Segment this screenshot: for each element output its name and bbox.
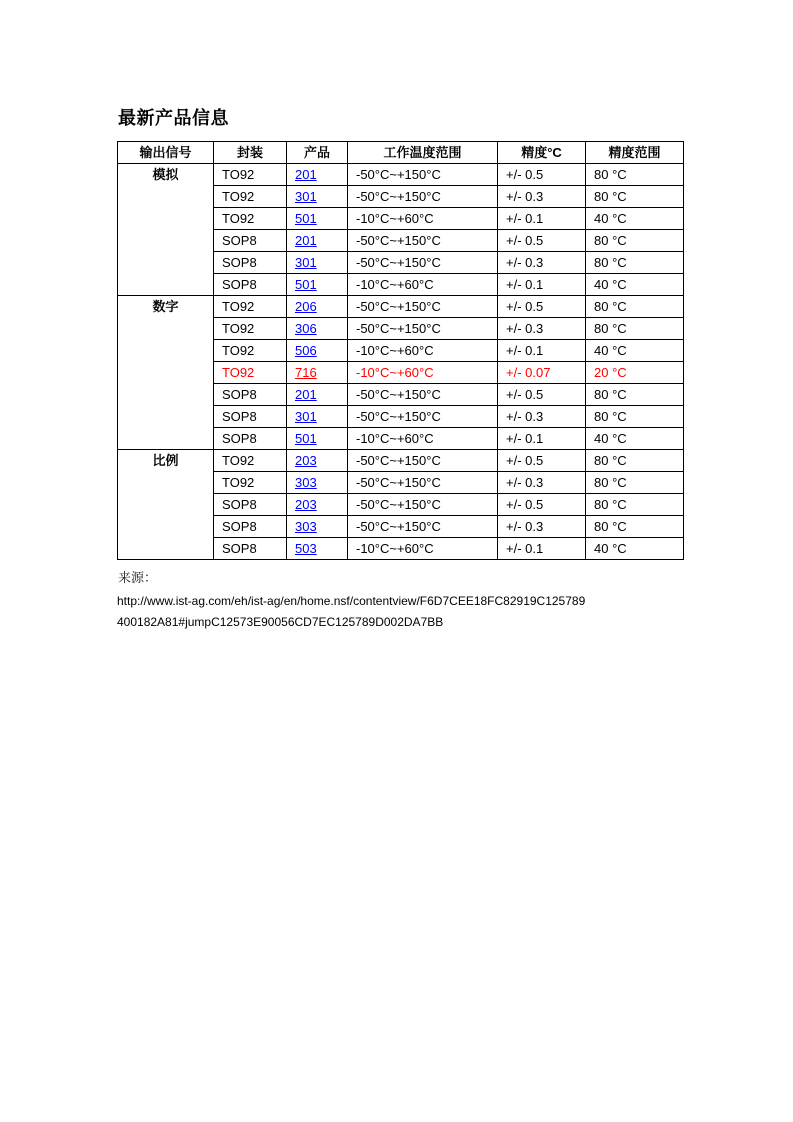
col-header-product: 产品 [287, 142, 348, 164]
package-cell: TO92 [214, 208, 287, 230]
accuracy-cell: +/- 0.1 [498, 274, 586, 296]
source-url-line1: http://www.ist-ag.com/eh/ist-ag/en/home.nsf/contentview/F6D7CEE18FC82919C125789 [117, 594, 586, 608]
product-cell [287, 296, 348, 318]
accuracy-range-cell: 40 °C [586, 274, 684, 296]
temp-range-cell: -50°C~+150°C [348, 472, 498, 494]
accuracy-cell: +/- 0.07 [498, 362, 586, 384]
temp-range-cell: -50°C~+150°C [348, 494, 498, 516]
product-cell [287, 318, 348, 340]
product-cell [287, 406, 348, 428]
accuracy-range-cell: 80 °C [586, 252, 684, 274]
package-cell: SOP8 [214, 538, 287, 560]
col-header-output-signal: 输出信号 [118, 142, 214, 164]
product-link[interactable]: 206 [295, 299, 317, 314]
temp-range-cell: -50°C~+150°C [348, 164, 498, 186]
product-cell [287, 538, 348, 560]
accuracy-range-cell: 80 °C [586, 230, 684, 252]
accuracy-cell: +/- 0.5 [498, 230, 586, 252]
package-cell: SOP8 [214, 494, 287, 516]
accuracy-range-cell: 80 °C [586, 318, 684, 340]
product-cell [287, 472, 348, 494]
accuracy-cell: +/- 0.1 [498, 340, 586, 362]
accuracy-range-cell: 80 °C [586, 472, 684, 494]
temp-range-cell: -10°C~+60°C [348, 340, 498, 362]
product-cell [287, 274, 348, 296]
product-link[interactable]: 301 [295, 255, 317, 270]
temp-range-cell: -10°C~+60°C [348, 538, 498, 560]
accuracy-range-cell: 80 °C [586, 164, 684, 186]
product-cell [287, 450, 348, 472]
accuracy-cell: +/- 0.3 [498, 318, 586, 340]
col-header-accuracy: 精度°C [498, 142, 586, 164]
product-link[interactable]: 506 [295, 343, 317, 358]
accuracy-cell: +/- 0.5 [498, 296, 586, 318]
page-title: 最新产品信息 [118, 108, 229, 128]
product-cell [287, 252, 348, 274]
product-table-body [118, 164, 684, 560]
accuracy-range-cell: 20 °C [586, 362, 684, 384]
product-link[interactable]: 201 [295, 387, 317, 402]
temp-range-cell: -50°C~+150°C [348, 406, 498, 428]
table-row [118, 450, 684, 472]
product-cell [287, 208, 348, 230]
accuracy-range-cell: 80 °C [586, 296, 684, 318]
col-header-package: 封装 [214, 142, 287, 164]
table-header-row [118, 142, 684, 164]
product-link[interactable]: 201 [295, 167, 317, 182]
product-link[interactable]: 301 [295, 189, 317, 204]
col-header-accuracy-range: 精度范围 [586, 142, 684, 164]
temp-range-cell: -50°C~+150°C [348, 450, 498, 472]
source-url [117, 591, 683, 632]
accuracy-cell: +/- 0.1 [498, 428, 586, 450]
product-cell [287, 230, 348, 252]
temp-range-cell: -50°C~+150°C [348, 252, 498, 274]
product-cell [287, 494, 348, 516]
temp-range-cell: -50°C~+150°C [348, 186, 498, 208]
product-link[interactable]: 203 [295, 497, 317, 512]
accuracy-cell: +/- 0.3 [498, 516, 586, 538]
product-cell [287, 384, 348, 406]
accuracy-cell: +/- 0.3 [498, 406, 586, 428]
package-cell: SOP8 [214, 406, 287, 428]
package-cell: TO92 [214, 340, 287, 362]
product-link[interactable]: 201 [295, 233, 317, 248]
product-link[interactable]: 501 [295, 277, 317, 292]
product-link[interactable]: 503 [295, 541, 317, 556]
product-link[interactable]: 301 [295, 409, 317, 424]
product-link[interactable]: 501 [295, 211, 317, 226]
accuracy-range-cell: 80 °C [586, 384, 684, 406]
accuracy-range-cell: 40 °C [586, 208, 684, 230]
col-header-temp-range: 工作温度范围 [348, 142, 498, 164]
accuracy-range-cell: 40 °C [586, 428, 684, 450]
source-url-line2: 400182A81#jumpC12573E90056CD7EC125789D002DA7BB [117, 614, 444, 629]
product-link[interactable]: 203 [295, 453, 317, 468]
accuracy-cell: +/- 0.5 [498, 164, 586, 186]
product-table [117, 141, 684, 560]
accuracy-range-cell: 80 °C [586, 406, 684, 428]
table-row [118, 296, 684, 318]
temp-range-cell: -50°C~+150°C [348, 516, 498, 538]
package-cell: SOP8 [214, 516, 287, 538]
table-row [118, 164, 684, 186]
accuracy-range-cell: 80 °C [586, 494, 684, 516]
accuracy-range-cell: 40 °C [586, 340, 684, 362]
accuracy-cell: +/- 0.3 [498, 472, 586, 494]
package-cell: SOP8 [214, 428, 287, 450]
accuracy-cell: +/- 0.3 [498, 252, 586, 274]
group-label-cell: 模拟 [118, 164, 214, 296]
package-cell: TO92 [214, 296, 287, 318]
source-label: 来源： [118, 570, 158, 585]
package-cell: SOP8 [214, 230, 287, 252]
package-cell: TO92 [214, 362, 287, 384]
temp-range-cell: -10°C~+60°C [348, 208, 498, 230]
accuracy-cell: +/- 0.1 [498, 208, 586, 230]
product-link[interactable]: 306 [295, 321, 317, 336]
package-cell: TO92 [214, 472, 287, 494]
package-cell: SOP8 [214, 384, 287, 406]
temp-range-cell: -10°C~+60°C [348, 362, 498, 384]
package-cell: SOP8 [214, 252, 287, 274]
group-label-cell: 比例 [118, 450, 214, 560]
product-link[interactable]: 303 [295, 519, 317, 534]
temp-range-cell: -10°C~+60°C [348, 428, 498, 450]
document-content [117, 104, 683, 632]
package-cell: TO92 [214, 450, 287, 472]
product-cell [287, 516, 348, 538]
accuracy-range-cell: 80 °C [586, 186, 684, 208]
accuracy-range-cell: 80 °C [586, 450, 684, 472]
temp-range-cell: -50°C~+150°C [348, 296, 498, 318]
package-cell: TO92 [214, 164, 287, 186]
product-link[interactable]: 501 [295, 431, 317, 446]
accuracy-cell: +/- 0.5 [498, 494, 586, 516]
product-cell [287, 164, 348, 186]
accuracy-cell: +/- 0.3 [498, 186, 586, 208]
temp-range-cell: -50°C~+150°C [348, 384, 498, 406]
product-link[interactable]: 303 [295, 475, 317, 490]
package-cell: TO92 [214, 186, 287, 208]
package-cell: SOP8 [214, 274, 287, 296]
accuracy-cell: +/- 0.5 [498, 450, 586, 472]
package-cell: TO92 [214, 318, 287, 340]
product-link[interactable]: 716 [295, 365, 317, 380]
accuracy-cell: +/- 0.1 [498, 538, 586, 560]
product-cell [287, 186, 348, 208]
temp-range-cell: -10°C~+60°C [348, 274, 498, 296]
product-cell [287, 340, 348, 362]
group-label-cell: 数字 [118, 296, 214, 450]
accuracy-range-cell: 40 °C [586, 538, 684, 560]
product-cell [287, 428, 348, 450]
temp-range-cell: -50°C~+150°C [348, 318, 498, 340]
accuracy-cell: +/- 0.5 [498, 384, 586, 406]
temp-range-cell: -50°C~+150°C [348, 230, 498, 252]
product-cell [287, 362, 348, 384]
accuracy-range-cell: 80 °C [586, 516, 684, 538]
